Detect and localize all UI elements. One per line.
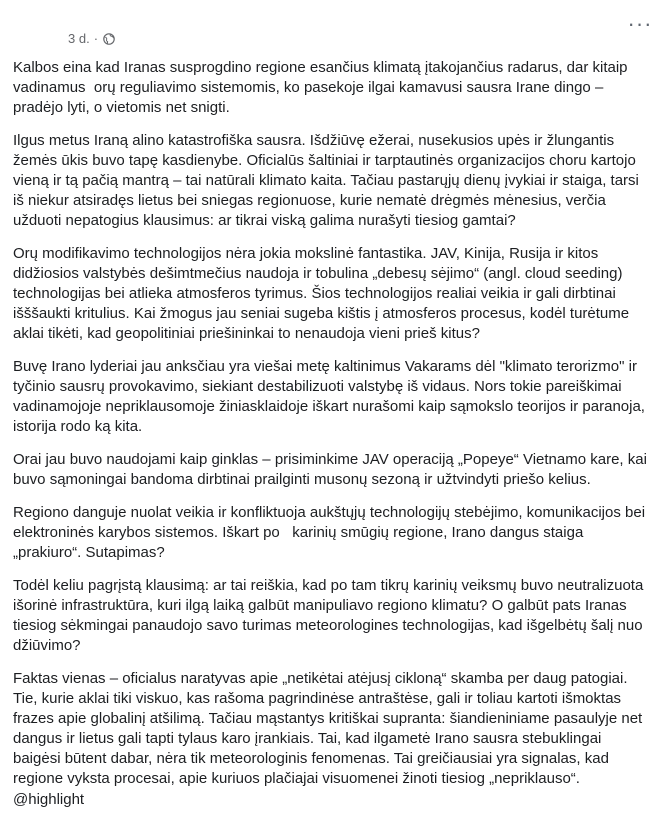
post-paragraph-4: Buvę Irano lyderiai jau anksčiau yra viešai metę kaltinimus Vakarams dėl "klimato terorizmo" ir tyčinio sausrų provokavimo, siekiant destabilizuoti valstybę iš vidaus. Nors tokie pareiškimai vadinamojoje nepriklausomoje žiniasklaidoje iškart nurašomi kaip sąmokslo teorijos ir paranoja, istorija rodo ką kita. [13, 358, 650, 435]
post-paragraph-1: Kalbos eina kad Iranas susprogdino regione esančius klimatą įtakojančius radarus, dar kitaip vadinamus orų reguliavimo sistemomis, ko pasekoje ilgai kamavusi sausra Irane dingo – pradėjo lyti, o vietomis net snigti. [13, 59, 632, 116]
post-paragraph-8: Faktas vienas – oficialus naratyvas apie „netikėtai atėjusį cikloną“ skamba per daug patogiai. Tie, kurie aklai tiki viskuo, kas rašoma pagrindinėse antraštėse, gali ir toliau kartoti išmoktas frazes apie globalinį atšilimą. Tačiau mąstantys kritiškai supranta: šiandieniniame pasaulyje net dangus ir lietus gali tapti tylaus karo įrankiais. Tai, kad ilgametė Irano sausra stebuklingai baigėsi būtent dabar, nėra tik meteorologinis fenomenas. Tai greičiausiai yra signalas, kad regione vyksta procesai, apie kuriuos plačiajai visuomenei žinoti tiesiog „nepriklauso“. [13, 670, 647, 787]
post-header [0, 0, 670, 46]
post-paragraph-5: Orai jau buvo naudojami kaip ginklas – prisiminkime JAV operaciją „Popeye“ Vietnamo kare, kai buvo sąmoningai bandoma dirbtinai prailginti musonų sezoną ir užtvindyti priešo kelius. [13, 451, 652, 488]
post-paragraph-7: Todėl keliu pagrįstą klausimą: ar tai reiškia, kad po tam tikrų karinių veiksmų buvo neutralizuota išorinė infrastruktūra, kuri ilgą laiką galbūt manipuliavo regiono klimatu? O galbūt pats Iranas tiesiog sėkmingai panaudojo savo turimas meteorologines technologijas, kad išgelbėtų šalį nuo džiūvimo? [13, 577, 648, 654]
meta-separator: · [93, 31, 99, 46]
post-paragraph-6: Regiono danguje nuolat veikia ir konfliktuoja aukštųjų technologijų stebėjimo, komunikacijos bei elektroninės karybos sistemos. Iškart po karinių smūgių regione, Irano dangus staiga „prakiuro“. Sutapimas? [13, 504, 650, 561]
more-horizontal-icon: ··· [627, 11, 653, 36]
post-paragraph-3: Orų modifikavimo technologijos nėra jokia mokslinė fantastika. JAV, Kinija, Rusija ir kitos didžiosios valstybės dešimtmečius naudoja ir tobulina „debesų sėjimo“ (angl. cloud seeding) technologijas bei atlieka atmosferos tyrimus. Šios technologijos realiai veikia ir gali dirbtinai išššaukti kritulius. Kai žmogus jau seniai sugeba kištis į atmosferos procesus, kodėl turėtume aklai tikėti, kad geopolitiniai priešininkai to nenaudoja vieni prieš kitus? [13, 245, 634, 342]
post-meta [68, 31, 115, 47]
globe-icon[interactable] [103, 33, 115, 45]
post-paragraph-2: Ilgus metus Iraną alino katastrofiška sausra. Išdžiūvę ežerai, nusekusios upės ir žlungantis žemės ūkis buvo tapę kasdienybe. Oficialūs šaltiniai ir tarptautinės organizacijos choru kartojo vieną ir tą pačią mantrą – tai natūrali klimato kaita. Tačiau pastarųjų dienų įvykiai ir staiga, tarsi iš niekur atsiradęs lietus bei sniegas regionuose, kurie nematė drėgmės mėnesius, verčia užduoti nepatogius klausimus: ar tikrai viską galima nurašyti tiesiog gamtai? [13, 132, 644, 229]
post-text [13, 58, 653, 823]
mention-link[interactable]: @highlight [13, 791, 85, 808]
post-timestamp[interactable]: 3 d. [68, 31, 90, 46]
more-options-button[interactable] [626, 10, 654, 38]
